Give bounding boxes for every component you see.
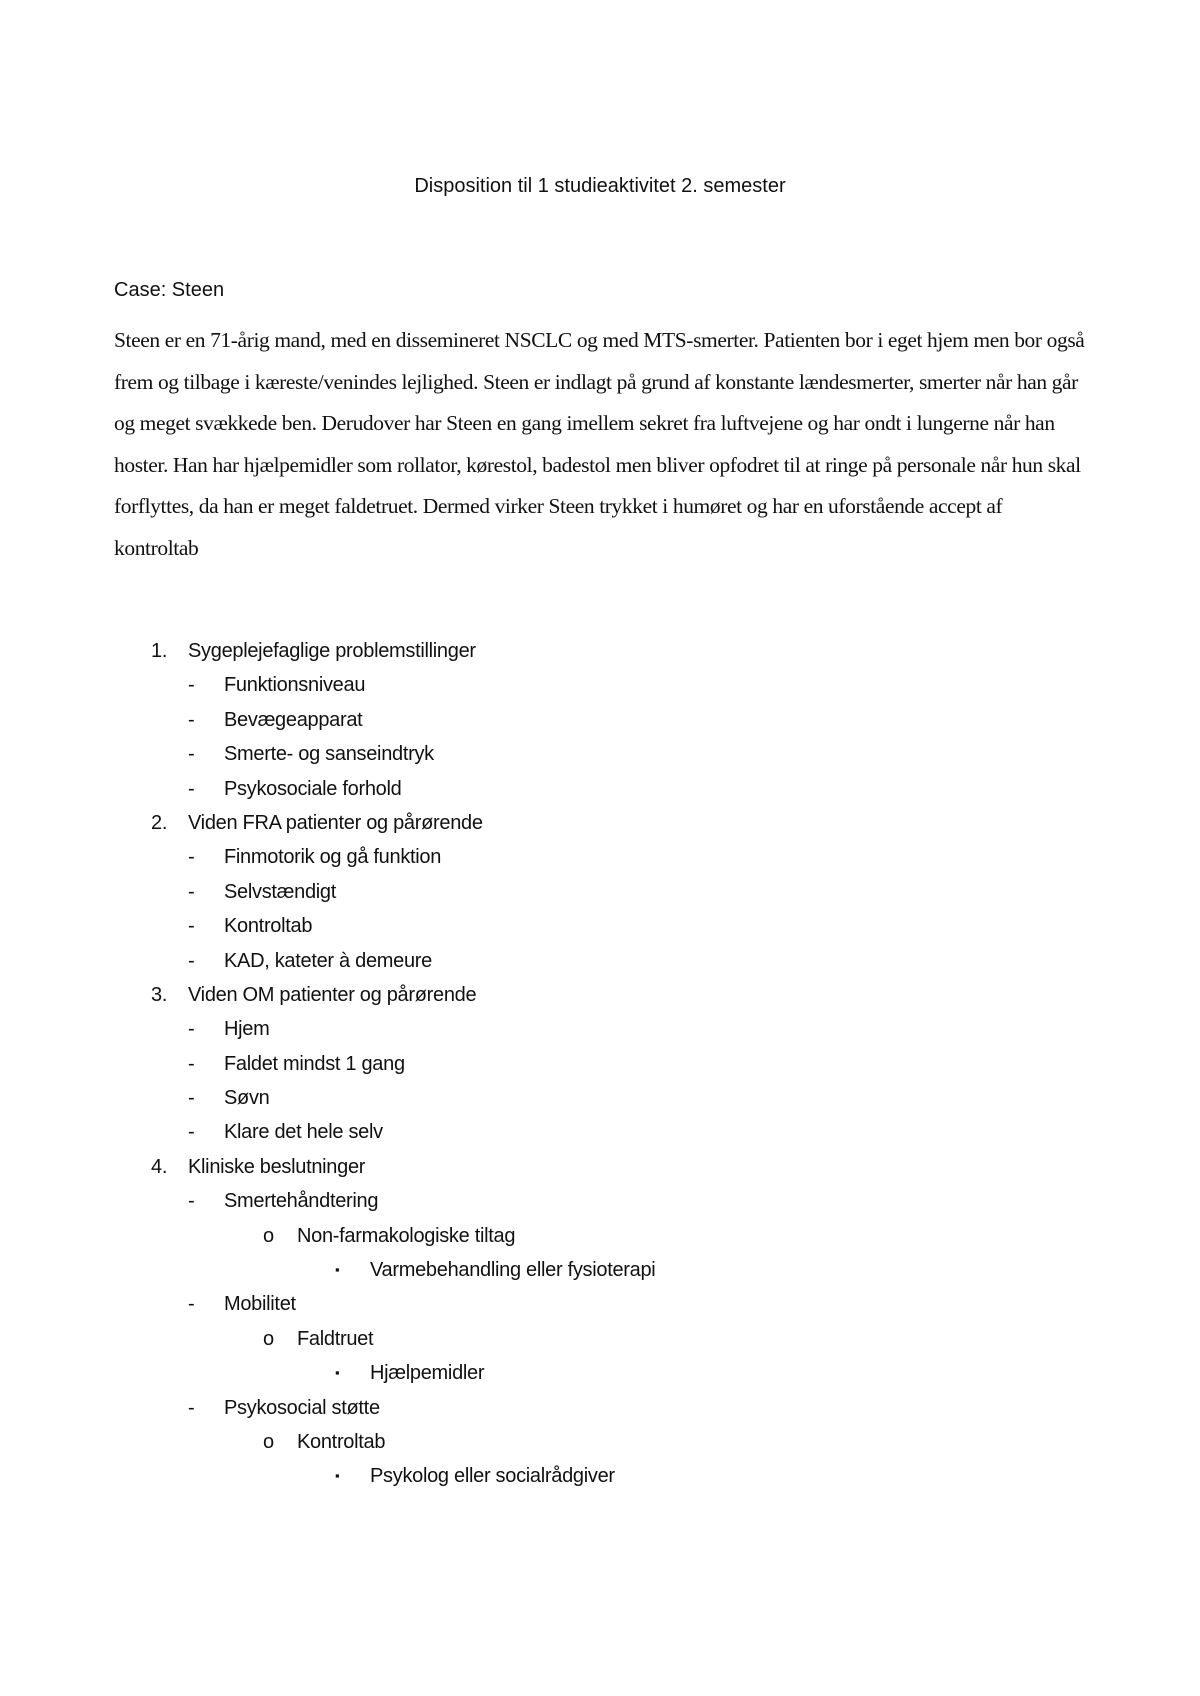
outline-subsubitem: [0, 1253, 1200, 1287]
outline-item-text: KAD, kateter à demeure: [224, 949, 432, 972]
dash-bullet: -: [188, 1396, 195, 1419]
outline-item: [0, 1115, 1200, 1149]
outline-subsubitem-text: Varmebehandling eller fysioterapi: [370, 1259, 656, 1282]
outline-item: [0, 1081, 1200, 1115]
dash-bullet: -: [188, 777, 195, 800]
outline-item: [0, 909, 1200, 943]
dash-bullet: -: [188, 708, 195, 731]
outline-item-text: Kontroltab: [224, 915, 313, 938]
outline-section: [0, 1150, 1200, 1184]
outline-item: [0, 737, 1200, 771]
dash-bullet: -: [188, 846, 195, 869]
outline-section: [0, 634, 1200, 668]
outline-subsubitem: [0, 1356, 1200, 1390]
outline-item: [0, 703, 1200, 737]
case-description: Steen er en 71-årig mand, med en dissemineret NSCLC og med MTS-smerter. Patienten bor i eget hjem men bor også frem og tilbage i kæreste/venindes lejlighed. Steen er indlagt på grund af konstante lændesmerter, smerter når han går og meget svækkede ben. Derudover har Steen en gang imellem sekret fra luftvejene og har ondt i lungerne når han hoster. Han har hjælpemidler som rollator, kørestol, badestol men bliver opfodret til at ringe på personale når hun skal forflyttes, da han er meget faldetruet. Dermed virker Steen trykket i humøret og har en uforstående accept af kontroltab: [114, 328, 1085, 560]
square-bullet-icon: ▪: [335, 1468, 340, 1484]
outline-item-text: Søvn: [224, 1087, 270, 1110]
dash-bullet: -: [188, 1293, 195, 1316]
outline-item: [0, 1184, 1200, 1218]
outline-subitem: [0, 1425, 1200, 1459]
outline-item-text: Funktionsniveau: [224, 674, 366, 697]
outline-subsubitem: [0, 1459, 1200, 1493]
outline-item-text: Faldet mindst 1 gang: [224, 1052, 405, 1075]
outline-subitem: [0, 1322, 1200, 1356]
square-bullet-icon: ▪: [335, 1365, 340, 1381]
outline-subitem-text: Faldtruet: [297, 1327, 374, 1350]
outline-item: [0, 875, 1200, 909]
outline-item-text: Klare det hele selv: [224, 1121, 383, 1144]
outline-item: [0, 944, 1200, 978]
outline-subitem: [0, 1219, 1200, 1253]
outline-item-text: Bevægeapparat: [224, 708, 363, 731]
section-number: 3.: [151, 983, 168, 1006]
outline-item-text: Smerte- og sanseindtryk: [224, 743, 434, 766]
outline-section: [0, 806, 1200, 840]
case-heading: Case: Steen: [114, 279, 225, 301]
dash-bullet: -: [188, 1121, 195, 1144]
outline-section: [0, 978, 1200, 1012]
outline-subsubitem-text: Psykolog eller socialrådgiver: [370, 1465, 615, 1488]
dash-bullet: -: [188, 1018, 195, 1041]
outline-item-text: Mobilitet: [224, 1293, 296, 1316]
outline-item-text: Selvstændigt: [224, 880, 337, 903]
dash-bullet: -: [188, 1190, 195, 1213]
outline-section-text: Kliniske beslutninger: [188, 1155, 366, 1178]
section-number: 1.: [151, 640, 168, 662]
outline-section-text: Viden FRA patienter og pårørende: [188, 811, 483, 834]
section-number: 4.: [151, 1155, 168, 1178]
outline-item-text: Finmotorik og gå funktion: [224, 846, 442, 869]
outline-subitem-text: Non-farmakologiske tiltag: [297, 1224, 516, 1247]
square-bullet-icon: ▪: [335, 1262, 340, 1278]
dash-bullet: -: [188, 1052, 195, 1075]
outline-section-text: Viden OM patienter og pårørende: [188, 983, 477, 1006]
outline-item: [0, 1391, 1200, 1425]
circle-bullet: o: [263, 1327, 274, 1350]
outline-item-text: Psykosocial støtte: [224, 1396, 380, 1419]
dash-bullet: -: [188, 915, 195, 938]
dash-bullet: -: [188, 743, 195, 766]
outline-item-text: Smertehåndtering: [224, 1190, 379, 1213]
outline-item: [0, 668, 1200, 702]
outline-item: [0, 1287, 1200, 1321]
outline-subitem-text: Kontroltab: [297, 1430, 386, 1453]
dash-bullet: -: [188, 1087, 195, 1110]
outline-item: [0, 1012, 1200, 1046]
dash-bullet: -: [188, 949, 195, 972]
circle-bullet: o: [263, 1224, 274, 1247]
document-title: Disposition til 1 studieaktivitet 2. semester: [414, 175, 786, 197]
outline-item: [0, 772, 1200, 806]
outline-item: [0, 840, 1200, 874]
outline-item-text: Psykosociale forhold: [224, 777, 402, 800]
outline-list: [0, 634, 1200, 1494]
dash-bullet: -: [188, 674, 195, 697]
circle-bullet: o: [263, 1430, 274, 1453]
outline-section-text: Sygeplejefaglige problemstillinger: [188, 640, 476, 662]
dash-bullet: -: [188, 880, 195, 903]
outline-subsubitem-text: Hjælpemidler: [370, 1362, 485, 1385]
section-number: 2.: [151, 811, 168, 834]
outline-item-text: Hjem: [224, 1018, 270, 1041]
outline-item: [0, 1047, 1200, 1081]
